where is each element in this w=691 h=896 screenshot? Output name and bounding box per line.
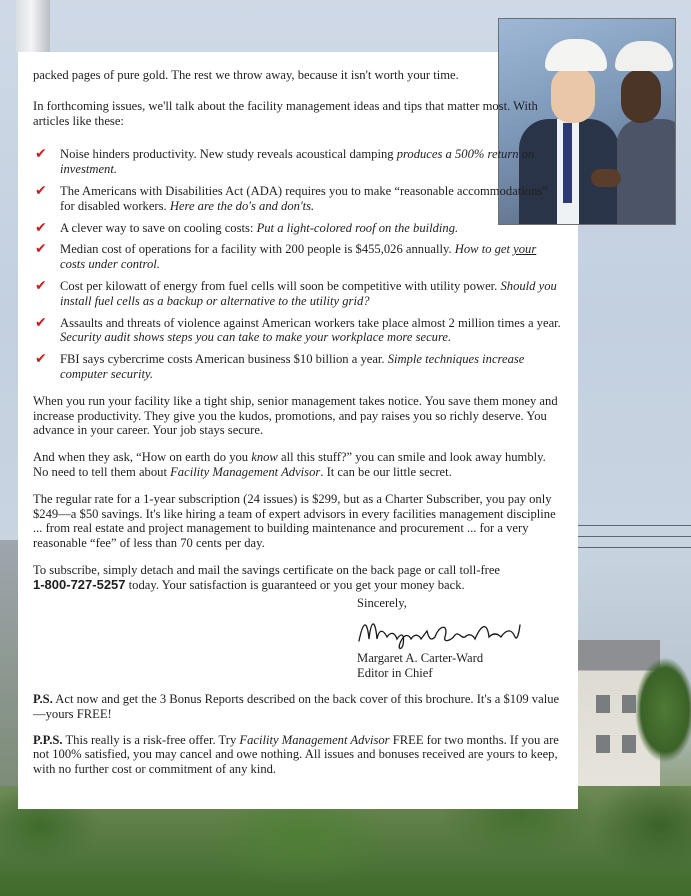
letter-body	[33, 68, 563, 593]
paragraph-tight-ship: When you run your facility like a tight ship, senior management takes notice. You save them money and increase productivity. They give you the kudos, promotions, and pay raises you so richly deserve. You advance in your career. Your job stays secure.	[33, 393, 558, 438]
intro-paragraph: In forthcoming issues, we'll talk about the facility management ideas and tips that matter most. With articles like these:	[33, 98, 538, 128]
list-item: ✔ Cost per kilowatt of energy from fuel cells will soon be competitive with utility power. Should you install fuel cells as a backup or alternative to the utility grid?	[35, 277, 557, 308]
background-pole	[16, 0, 50, 52]
signer-name: Margaret A. Carter-Ward	[357, 651, 484, 665]
article-list	[33, 147, 563, 381]
pps-paragraph: P.P.S. This really is a risk-free offer. Try Facility Management Advisor FREE for two months. If you are not 100% satisfied, you may cancel and owe nothing. All issues and bonuses received are yours to keep, with no further cost or commitment of any kind.	[33, 732, 559, 777]
paragraph-rate: The regular rate for a 1-year subscription (24 issues) is $299, but as a Charter Subscriber, you pay only $249—a $50 savings. It's like hiring a team of expert advisors in every facilities management discipline ... from real estate and project management to building maintenance and procurement ... for a very reasonable “fee” of less than 70 cents per day.	[33, 491, 556, 551]
checkmark-icon: ✔	[35, 351, 47, 368]
background-tree	[625, 650, 691, 800]
list-item: ✔ FBI says cybercrime costs American business $10 billion a year. Simple techniques increase computer security.	[35, 351, 525, 381]
list-item: ✔ Noise hinders productivity. New study reveals acoustical damping produces a 500% return on investment.	[35, 146, 535, 177]
top-line: packed pages of pure gold. The rest we throw away, because it isn't worth your time.	[33, 68, 459, 82]
checkmark-icon: ✔	[35, 182, 47, 199]
list-item: ✔ A clever way to save on cooling costs: Put a light-colored roof on the building.	[35, 219, 459, 236]
list-item: ✔ Median cost of operations for a facility with 200 people is $455,026 annually. How to get your costs under control.	[35, 241, 537, 272]
list-item: ✔ Assaults and threats of violence against American workers take place almost 2 million times a year. Security audit shows steps you can take to make your workplace more secure.	[35, 314, 561, 345]
signature-block	[357, 596, 522, 681]
paragraph-subscribe: To subscribe, simply detach and mail the savings certificate on the back page or call toll-free 1-800-727-5257 today. Your satisfaction is guaranteed or you get your money back.	[33, 562, 501, 592]
checkmark-icon: ✔	[35, 219, 47, 236]
phone-number: 1-800-727-5257	[33, 576, 126, 592]
handwritten-signature	[357, 611, 522, 651]
checkmark-icon: ✔	[35, 277, 47, 294]
closing: Sincerely,	[357, 596, 407, 610]
ps-paragraph: P.S. Act now and get the 3 Bonus Reports described on the back cover of this brochure. It's a $109 value—yours FREE!	[33, 692, 560, 721]
background-left-strip	[0, 540, 18, 800]
postscripts	[33, 692, 563, 788]
signer-title: Editor in Chief	[357, 666, 433, 680]
paragraph-know: And when they ask, “How on earth do you know all this stuff?” you can smile and look away humbly. No need to tell them about Facility Management Advisor. It can be our little secret.	[33, 450, 546, 479]
checkmark-icon: ✔	[35, 314, 47, 331]
checkmark-icon: ✔	[35, 146, 47, 163]
checkmark-icon: ✔	[35, 241, 47, 258]
list-item: ✔ The Americans with Disabilities Act (ADA) requires you to make “reasonable accommodations” for disabled workers. Here are the do's and don'ts.	[35, 182, 548, 213]
background-power-lines	[576, 525, 691, 565]
